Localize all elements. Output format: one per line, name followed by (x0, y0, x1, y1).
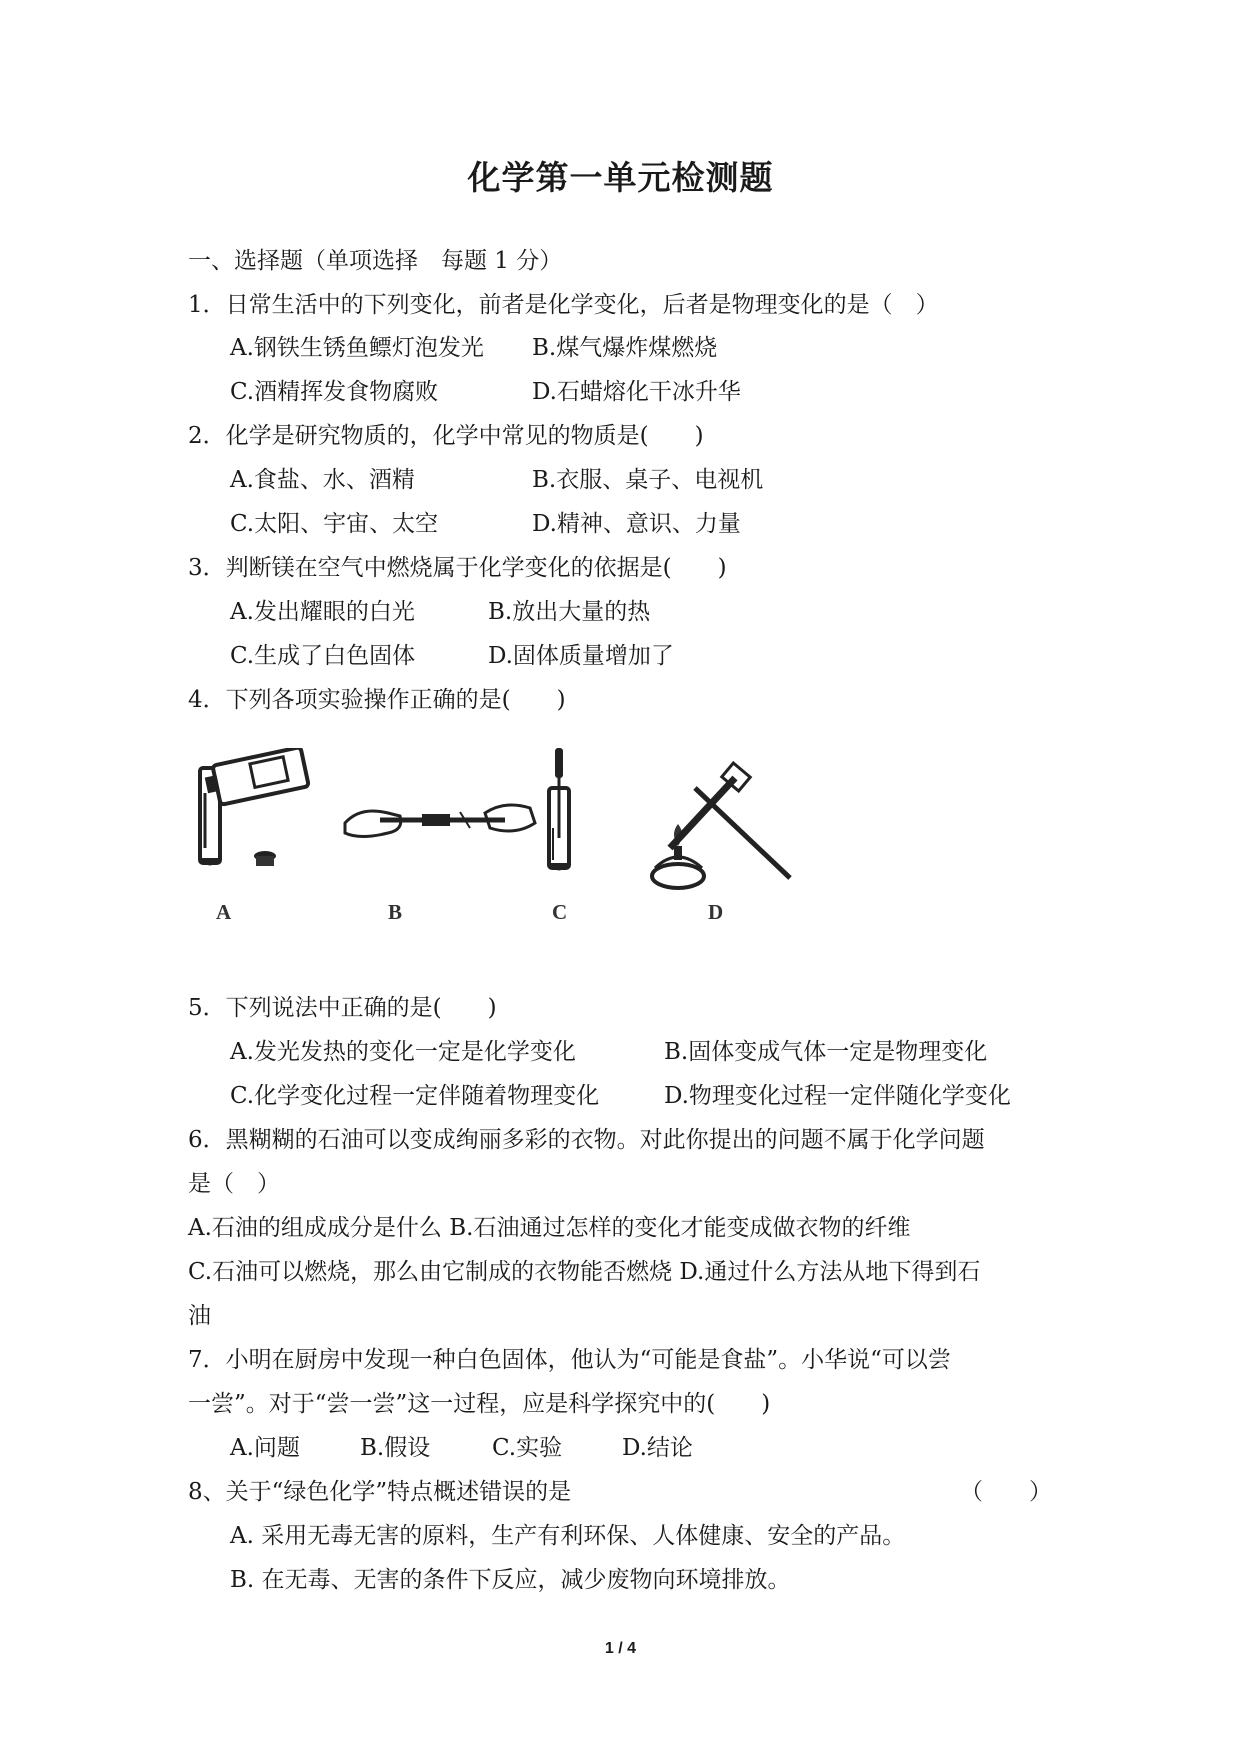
question-7-stem-line1: 7．小明在厨房中发现一种白色固体，他认为“可能是食盐”。小华说“可以尝 (188, 1347, 951, 1373)
figure-label-b: B (388, 900, 403, 924)
question-5-option-a: A.发光发热的变化一定是化学变化 (230, 1039, 576, 1065)
question-1-option-c: C.酒精挥发食物腐败 (230, 379, 439, 405)
illustration-c-dropper (535, 748, 585, 898)
question-3-option-d: D.固体质量增加了 (488, 643, 674, 669)
question-1-stem: 1．日常生活中的下列变化，前者是化学变化，后者是物理变化的是（ ） (188, 292, 939, 318)
illustration-d-heating (640, 758, 830, 898)
figure-label-a: A (216, 900, 232, 924)
question-2-option-d: D.精神、意识、力量 (532, 511, 741, 537)
question-1-option-a: A.钢铁生锈鱼鳔灯泡发光 (230, 335, 484, 361)
question-5-option-d: D.物理变化过程一定伴随化学变化 (664, 1083, 1011, 1109)
page-number: 1 / 4 (604, 1640, 637, 1657)
question-5-option-b: B.固体变成气体一定是物理变化 (664, 1039, 988, 1065)
question-6-options-ab: A.石油的组成成分是什么 B.石油通过怎样的变化才能变成做衣物的纤维 (188, 1215, 911, 1241)
question-3-option-b: B.放出大量的热 (488, 599, 651, 625)
question-3-stem: 3．判断镁在空气中燃烧属于化学变化的依据是( ) (188, 555, 727, 581)
question-7-stem-line2: 一尝”。对于“尝一尝”这一过程，应是科学探究中的( ) (188, 1391, 771, 1417)
section-heading: 一、选择题（单项选择 每题 1 分） (188, 248, 563, 274)
question-6-options-cd-cont: 油 (188, 1303, 211, 1329)
question-4-stem: 4．下列各项实验操作正确的是( ) (188, 687, 566, 713)
question-2-option-c: C.太阳、宇宙、太空 (230, 511, 439, 537)
figure-label-d: D (708, 900, 724, 924)
question-6-stem-line1: 6．黑糊糊的石油可以变成绚丽多彩的衣物。对此你提出的问题不属于化学问题 (188, 1127, 985, 1153)
question-8-answer-paren: （ ） (960, 1479, 1052, 1505)
question-2-stem: 2．化学是研究物质的，化学中常见的物质是( ) (188, 423, 704, 449)
figure-label-c: C (552, 900, 568, 924)
question-7-option-b: B.假设 (360, 1435, 431, 1461)
question-8-option-b: B. 在无毒、无害的条件下反应，减少废物向环境排放。 (230, 1567, 791, 1593)
question-7-option-d: D.结论 (622, 1435, 693, 1461)
illustration-b-tube-connection (340, 778, 540, 858)
question-8-stem: 8、关于“绿色化学”特点概述错误的是 (188, 1479, 572, 1505)
question-7-option-c: C.实验 (492, 1435, 563, 1461)
question-2-option-b: B.衣服、桌子、电视机 (532, 467, 764, 493)
illustration-a-pouring-liquid (190, 748, 340, 898)
question-8-option-a: A. 采用无毒无害的原料，生产有利环保、人体健康、安全的产品。 (230, 1523, 906, 1549)
question-3-option-a: A.发出耀眼的白光 (230, 599, 415, 625)
question-3-option-c: C.生成了白色固体 (230, 643, 416, 669)
question-6-stem-line2: 是（ ） (188, 1171, 280, 1197)
question-1-option-d: D.石蜡熔化干冰升华 (532, 379, 741, 405)
question-2-option-a: A.食盐、水、酒精 (230, 467, 415, 493)
question-1-option-b: B.煤气爆炸煤燃烧 (532, 335, 718, 361)
question-6-options-cd: C.石油可以燃烧，那么由它制成的衣物能否燃烧 D.通过什么方法从地下得到石 (188, 1259, 981, 1285)
question-5-stem: 5．下列说法中正确的是( ) (188, 995, 497, 1021)
page-title: 化学第一单元检测题 (467, 158, 774, 197)
question-7-option-a: A.问题 (230, 1435, 300, 1461)
question-5-option-c: C.化学变化过程一定伴随着物理变化 (230, 1083, 600, 1109)
lab-operations-figure (190, 748, 970, 944)
